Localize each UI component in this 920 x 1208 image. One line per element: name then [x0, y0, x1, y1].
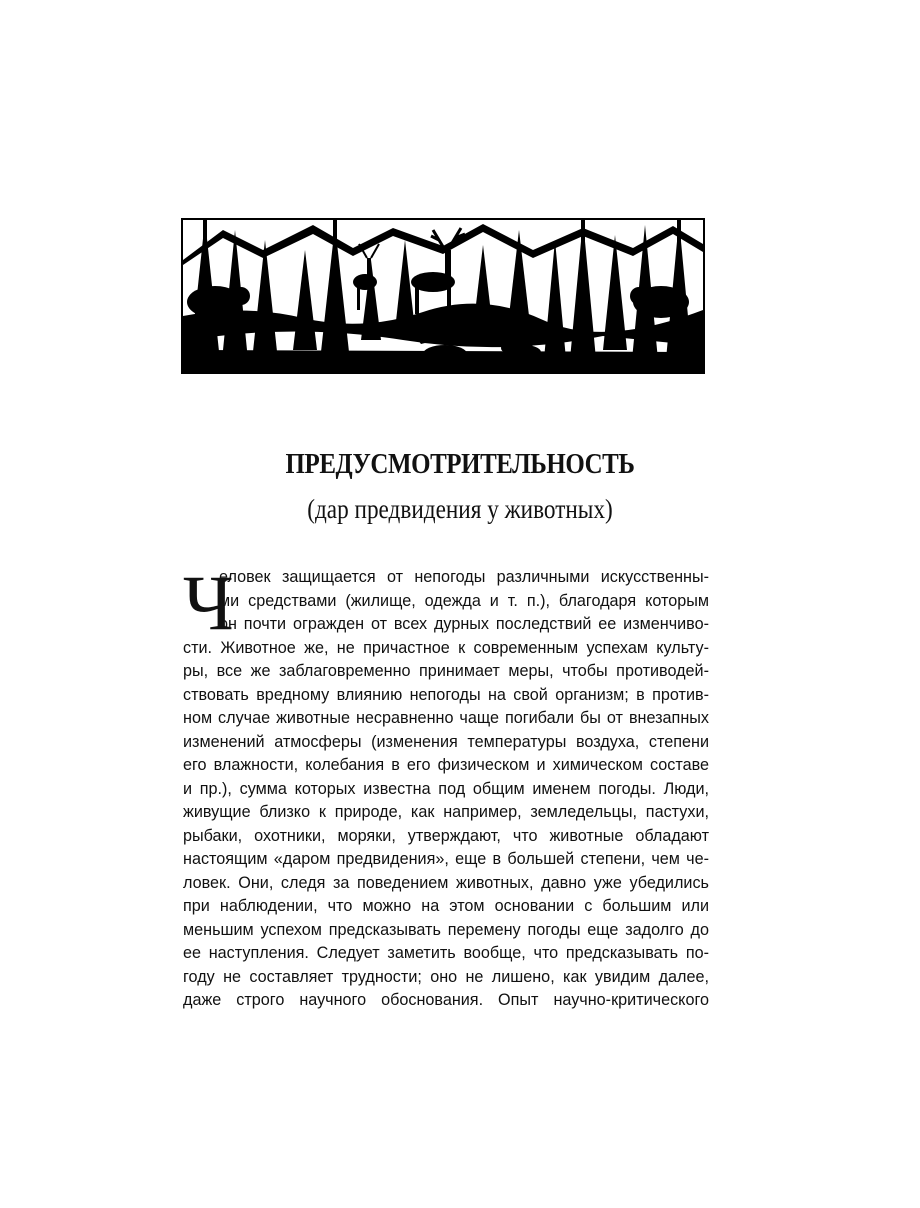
text-line: году не составляет трудности; оно не лишено, как увидим далее,	[183, 967, 709, 986]
text-line: ее наступления. Следует заметить вообще, что предсказывать по-	[183, 944, 709, 962]
text-line: и пр.), сумма которых известна под общим именем погоды. Люди,	[183, 779, 709, 798]
text-line: изменений атмосферы (изменения температуры воздуха, степени	[183, 732, 709, 751]
text-line: ствовать вредному влиянию непогоды на свой организм; в против-	[183, 685, 709, 704]
page-title: ПРЕДУСМОТРИТЕЛЬНОСТЬ	[285, 448, 635, 480]
forest-silhouette-icon	[183, 220, 703, 372]
text-line: даже строго научного обоснования. Опыт научно-критического	[183, 991, 709, 1009]
text-line: еловек защищается от непогоды различными искусственны-	[219, 568, 709, 586]
text-line: настоящим «даром предвидения», еще в большей степени, чем че-	[183, 850, 709, 868]
text-line: ловек. Они, следя за поведением животных, давно уже убедились	[183, 873, 709, 892]
body-paragraph	[183, 559, 709, 1013]
forest-animals-banner	[181, 218, 705, 374]
text-line: он почти огражден от всех дурных последствий ее изменчиво-	[219, 615, 709, 633]
page-subtitle: (дар предвидения у животных)	[307, 494, 613, 524]
text-line: его влажности, колебания в его физическом и химическом составе	[183, 756, 709, 774]
text-line: ры, все же заблаговременно принимает меры, чтобы противодей-	[183, 662, 709, 680]
text-line: рыбаки, охотники, моряки, утверждают, что животные обладают	[183, 826, 709, 845]
text-line: ми средствами (жилище, одежда и т. п.), благодаря которым	[219, 591, 709, 610]
drop-cap: Ч	[183, 559, 234, 646]
text-line: живущие близко к природе, как например, земледельцы, пастухи,	[183, 803, 709, 821]
text-line: сти. Животное же, не причастное к современным успехам культу-	[183, 638, 709, 657]
text-line: при наблюдении, что можно на этом основании с большим или	[183, 897, 709, 915]
text-line: ном случае животные несравненно чаще погибали бы от внезапных	[183, 709, 709, 727]
text-line: меньшим успехом предсказывать перемену погоды еще задолго до	[183, 920, 709, 939]
